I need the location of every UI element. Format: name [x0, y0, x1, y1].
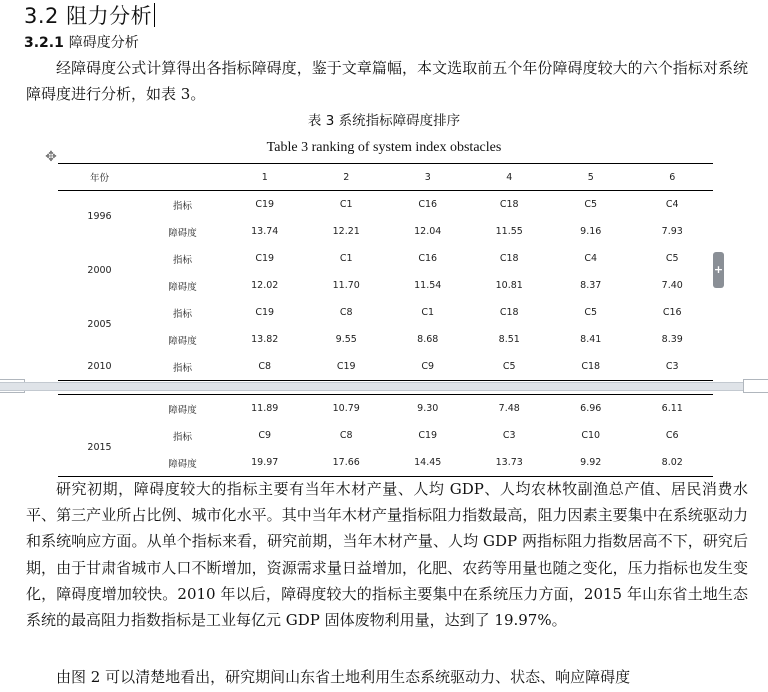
table-cell: 11.54 [414, 280, 442, 291]
table-caption-english: Table 3 ranking of system index obstacles [266, 140, 502, 155]
table-cell: C5 [584, 199, 598, 210]
table-cell: 6 [632, 164, 714, 191]
table-cell: C4 [665, 199, 679, 210]
table-cell: 8.51 [498, 334, 520, 345]
table-cell: 8.37 [580, 280, 602, 291]
paragraph-figure-reference: 由图 2 可以清楚地看出，研究期间山东省土地利用生态系统驱动力、状态、响应障碍度 [56, 668, 631, 686]
table-cell: 13.73 [495, 457, 523, 468]
table-row [58, 164, 713, 191]
table-cell: C19 [255, 199, 275, 210]
table-cell: C4 [584, 253, 598, 264]
table-cell: C19 [255, 307, 275, 318]
table-cell: 6.96 [580, 403, 602, 414]
table-cell: 7.93 [661, 226, 683, 237]
table-cell: 13.82 [251, 334, 279, 345]
table-cell: C1 [421, 307, 435, 318]
table-cell: 9.55 [335, 334, 357, 345]
table-row [58, 395, 713, 423]
table-cell: 指标 [172, 254, 192, 266]
table-cell: C10 [581, 430, 601, 441]
table-row [58, 272, 713, 299]
table-cell: 4 [469, 164, 551, 191]
table-cell: 障碍度 [168, 227, 197, 239]
table-cell: C19 [418, 430, 438, 441]
table-cell: 8.39 [661, 334, 683, 345]
table-cell: C5 [502, 361, 516, 372]
table-cell: 障碍度 [168, 458, 197, 470]
table-cell: 6.11 [661, 403, 683, 414]
page-break-band [0, 382, 768, 391]
table-cell: 指标 [172, 308, 192, 320]
table-cell [58, 395, 141, 423]
table-cell: C6 [665, 430, 679, 441]
table-cell: C19 [255, 253, 275, 264]
table-cell: 9.30 [417, 403, 439, 414]
page-break [0, 379, 768, 393]
table-cell: C9 [421, 361, 435, 372]
table-cell: 12.02 [251, 280, 279, 291]
table-row [58, 353, 713, 381]
table-cell: C16 [418, 253, 438, 264]
text-cursor [154, 3, 155, 27]
table-cell: 7.40 [661, 280, 683, 291]
table-row [58, 449, 713, 477]
table-row [58, 299, 713, 326]
table-cell: 2 [306, 164, 388, 191]
table-cell: 指标 [172, 362, 192, 374]
table-cell [58, 218, 141, 245]
year-label: 2000 [87, 265, 112, 276]
table-cell: C1 [339, 199, 353, 210]
table-cell: 障碍度 [168, 404, 197, 416]
table-cell: 指标 [172, 200, 192, 212]
paragraph-intro: 经障碍度公式计算得出各指标障碍度，鉴于文章篇幅，本文选取前五个年份障碍度较大的六个指标对系统障碍度进行分析，如表 3。 [26, 59, 748, 104]
section-heading: 3.2 阻力分析 [24, 2, 155, 30]
table-cell: 19.97 [251, 457, 279, 468]
table-cell: 3 [387, 164, 469, 191]
table-cell: 11.89 [251, 403, 279, 414]
table-cell: C18 [499, 253, 519, 264]
table-cell: 10.81 [495, 280, 523, 291]
table-cell: 障碍度 [168, 281, 197, 293]
table-cell: 13.74 [251, 226, 279, 237]
table-cell: 11.55 [495, 226, 523, 237]
table-cell: 12.04 [414, 226, 442, 237]
obstacle-ranking-table-continued [58, 394, 713, 477]
table-cell: 11.70 [332, 280, 360, 291]
table-row [58, 191, 713, 219]
table-cell: C19 [336, 361, 356, 372]
table-cell: C18 [499, 307, 519, 318]
table-cell [58, 326, 141, 353]
table-cell: C8 [339, 430, 353, 441]
table-cell: 1 [224, 164, 306, 191]
table-cell: C16 [662, 307, 682, 318]
year-label: 2015 [87, 442, 112, 453]
table-cell: C16 [418, 199, 438, 210]
table-cell: C18 [581, 361, 601, 372]
table-move-handle-icon[interactable]: ✥ [45, 149, 57, 165]
page-break-tab-right [743, 379, 768, 393]
subsection-heading: 3.2.1 障碍度分析 [24, 35, 139, 51]
table-cell: 8.68 [417, 334, 439, 345]
table-cell: 10.79 [332, 403, 360, 414]
table-cell: C1 [339, 253, 353, 264]
table-cell: C8 [339, 307, 353, 318]
table-cell: 指标 [172, 431, 192, 443]
table-cell: C5 [584, 307, 598, 318]
table-cell: 14.45 [414, 457, 442, 468]
table-row [58, 326, 713, 353]
table-caption-chinese: 表 3 系统指标障碍度排序 [307, 113, 461, 129]
paragraph-analysis: 研究初期，障碍度较大的指标主要有当年木材产量、人均 GDP、人均农林牧副渔总产值、居民消费水平、第三产业所占比例、城市化水平。其中当年木材产量指标阻力指数最高，阻力因素主要集中在系统驱动力和系统响应方面。从单个指标来看，研究前期，当年木材产量、人均 GDP 两指标阻力指数居高不下，研究后期，由于甘肃省城市人口不断增加，资源需求量日益增加，化肥、农药等用量也随之变化，压力指标也发生变化，障碍度增加较快。2010 年以后，障碍度较大的指标主要集中在系统压力方面，2015 年山东省土地生态系统的最高阻力指数指标是工业每亿元 GDP 固体废物利用量，达到了 19.97%。 [26, 480, 748, 630]
table-cell: C3 [502, 430, 516, 441]
table-row [58, 218, 713, 245]
table-cell [58, 449, 141, 477]
add-column-icon[interactable]: + [713, 252, 724, 288]
table-cell: 8.41 [580, 334, 602, 345]
table-cell: 2010 [87, 361, 112, 372]
year-label: 1996 [87, 211, 112, 222]
table-cell: 17.66 [332, 457, 360, 468]
table-cell [141, 164, 224, 191]
table-cell: 障碍度 [168, 335, 197, 347]
table-cell [58, 272, 141, 299]
table-cell: 9.92 [580, 457, 602, 468]
table-cell: C9 [258, 430, 272, 441]
year-label: 2005 [87, 319, 112, 330]
table-cell: C8 [258, 361, 272, 372]
table-cell: 5 [550, 164, 632, 191]
table-cell: 12.21 [332, 226, 360, 237]
table-cell: 年份 [58, 164, 141, 191]
table-cell: 7.48 [498, 403, 520, 414]
table-cell: C18 [499, 199, 519, 210]
table-row [58, 422, 713, 449]
table-cell: 8.02 [661, 457, 683, 468]
table-cell: 9.16 [580, 226, 602, 237]
table-row [58, 245, 713, 272]
table-cell: C3 [665, 361, 679, 372]
table-cell: C5 [665, 253, 679, 264]
obstacle-ranking-table [58, 163, 713, 381]
